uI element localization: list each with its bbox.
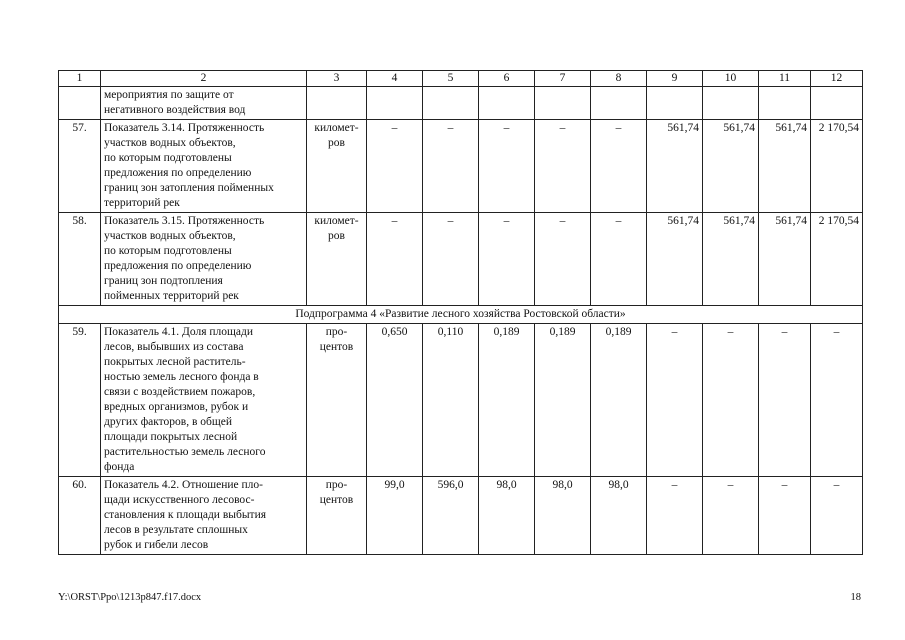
unit: про- центов <box>307 324 367 477</box>
value-cell <box>535 87 591 120</box>
page-number: 18 <box>850 592 861 603</box>
value-cell: 561,74 <box>703 213 759 306</box>
value-cell <box>703 87 759 120</box>
value-cell: 98,0 <box>591 477 647 555</box>
value-cell: 98,0 <box>535 477 591 555</box>
value-cell: – <box>479 120 535 213</box>
row-number: 58. <box>59 213 101 306</box>
table-row <box>59 324 863 477</box>
value-cell <box>591 87 647 120</box>
value-cell: 596,0 <box>423 477 479 555</box>
value-cell: – <box>535 120 591 213</box>
unit: километ- ров <box>307 213 367 306</box>
value-cell: 0,110 <box>423 324 479 477</box>
value-cell: 99,0 <box>367 477 423 555</box>
row-number <box>59 87 101 120</box>
indicator-name: Показатель 4.1. Доля площади лесов, выбывших из состава покрытых лесной раститель- ностью земель лесного фонда в связи с воздействием пожаров, вредных организмов, рубок и других факторов, в общей площади покрытых лесной растительностью земель лесного фонда <box>101 324 307 477</box>
column-number: 6 <box>479 71 535 87</box>
value-cell: – <box>423 120 479 213</box>
value-cell: 0,189 <box>591 324 647 477</box>
file-path: Y:\ORST\Ppo\1213p847.f17.docx <box>58 592 202 603</box>
indicator-name: Показатель 4.2. Отношение пло- щади искусственного лесовос- становления к площади выбытия лесов в результате сплошных рубок и гибели лесов <box>101 477 307 555</box>
unit <box>307 87 367 120</box>
value-cell: – <box>535 213 591 306</box>
value-cell <box>811 87 863 120</box>
value-cell: – <box>423 213 479 306</box>
table-row <box>59 120 863 213</box>
value-cell: 561,74 <box>759 120 811 213</box>
value-cell: 98,0 <box>479 477 535 555</box>
column-number: 9 <box>647 71 703 87</box>
value-cell: 561,74 <box>703 120 759 213</box>
row-number: 57. <box>59 120 101 213</box>
value-cell: – <box>703 477 759 555</box>
continuation-row <box>59 87 863 120</box>
value-cell: – <box>591 120 647 213</box>
value-cell: 0,189 <box>479 324 535 477</box>
indicator-name: Показатель 3.14. Протяженность участков водных объектов, по которым подготовлены предложения по определению границ зон затопления пойменных территорий рек <box>101 120 307 213</box>
table-row <box>59 213 863 306</box>
value-cell: – <box>647 324 703 477</box>
column-number: 2 <box>101 71 307 87</box>
value-cell: – <box>647 477 703 555</box>
value-cell <box>759 87 811 120</box>
column-number: 7 <box>535 71 591 87</box>
column-number: 10 <box>703 71 759 87</box>
column-number: 4 <box>367 71 423 87</box>
value-cell: 561,74 <box>647 213 703 306</box>
column-number: 12 <box>811 71 863 87</box>
value-cell: 2 170,54 <box>811 120 863 213</box>
value-cell: – <box>367 213 423 306</box>
indicator-name: мероприятия по защите от негативного воздействия вод <box>101 87 307 120</box>
unit: километ- ров <box>307 120 367 213</box>
column-number: 8 <box>591 71 647 87</box>
value-cell: – <box>759 324 811 477</box>
value-cell: – <box>811 324 863 477</box>
indicator-table <box>58 70 863 555</box>
value-cell: 561,74 <box>759 213 811 306</box>
value-cell: 0,189 <box>535 324 591 477</box>
indicator-name: Показатель 3.15. Протяженность участков водных объектов, по которым подготовлены предложения по определению границ зон подтопления пойменных территорий рек <box>101 213 307 306</box>
column-number-row <box>59 71 863 87</box>
column-number: 11 <box>759 71 811 87</box>
value-cell: 561,74 <box>647 120 703 213</box>
column-number: 3 <box>307 71 367 87</box>
unit: про- центов <box>307 477 367 555</box>
table-row <box>59 477 863 555</box>
row-number: 60. <box>59 477 101 555</box>
value-cell: – <box>811 477 863 555</box>
subprogram-title: Подпрограмма 4 «Развитие лесного хозяйства Ростовской области» <box>59 306 863 324</box>
row-number: 59. <box>59 324 101 477</box>
value-cell: – <box>591 213 647 306</box>
column-number: 1 <box>59 71 101 87</box>
subprogram-heading-row <box>59 306 863 324</box>
value-cell <box>479 87 535 120</box>
value-cell: – <box>759 477 811 555</box>
value-cell <box>367 87 423 120</box>
value-cell: – <box>703 324 759 477</box>
value-cell: 0,650 <box>367 324 423 477</box>
value-cell <box>423 87 479 120</box>
value-cell: – <box>479 213 535 306</box>
column-number: 5 <box>423 71 479 87</box>
value-cell <box>647 87 703 120</box>
value-cell: – <box>367 120 423 213</box>
value-cell: 2 170,54 <box>811 213 863 306</box>
